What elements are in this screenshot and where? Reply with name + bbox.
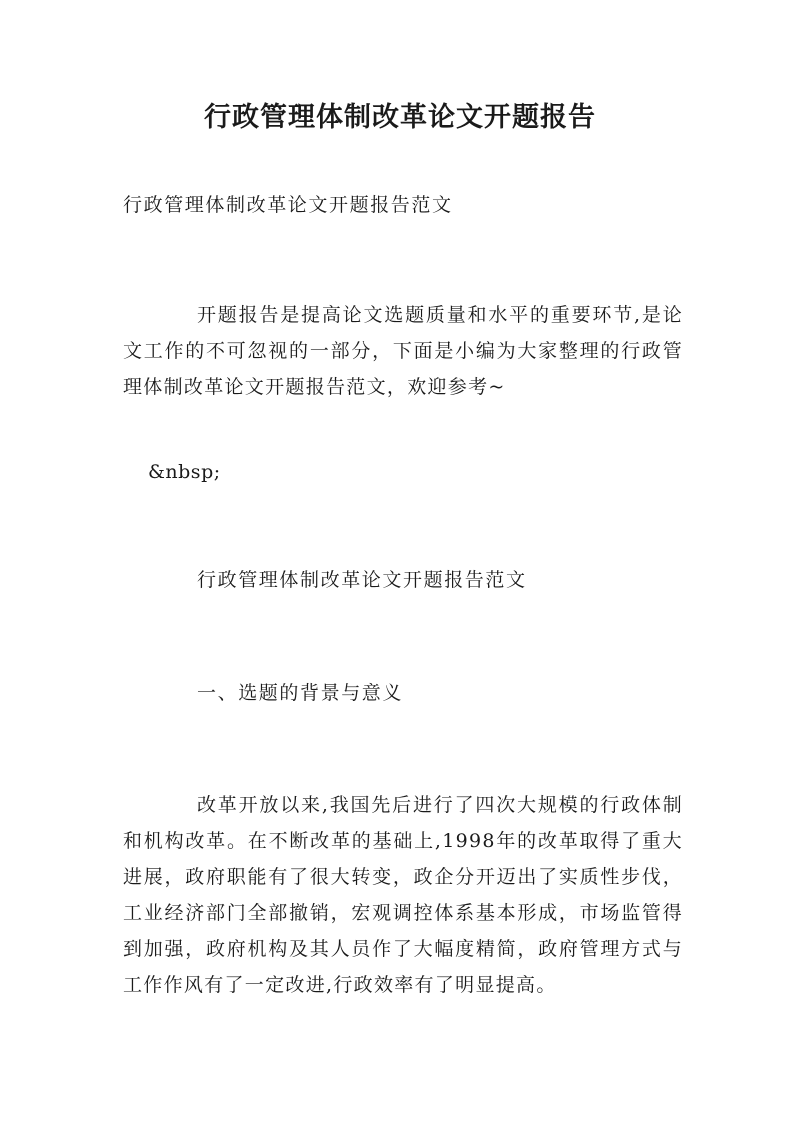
document-title: 行政管理体制改革论文开题报告 [204, 102, 596, 133]
body-paragraph: 改革开放以来,我国先后进行了四次大规模的行政体制和机构改革。在不断改革的基础上,1998年的改革取得了重大进展，政府职能有了很大转变，政企分开迈出了实质性步伐，工业经济部门全部撤销，宏观调控体系基本形成，市场监管得到加强，政府机构及其人员作了大幅度精简，政府管理方式与工作作风有了一定改进,行政效率有了明显提高。 [123, 794, 683, 996]
heading-background-significance: 一、选题的背景与意义 [197, 682, 404, 704]
nbsp-placeholder-text: &nbsp; [148, 461, 221, 483]
intro-paragraph: 开题报告是提高论文选题质量和水平的重要环节,是论文工作的不可忽视的一部分，下面是小编为大家整理的行政管理体制改革论文开题报告范文，欢迎参考~ [123, 304, 683, 398]
section-title: 行政管理体制改革论文开题报告范文 [197, 569, 527, 591]
document-subtitle: 行政管理体制改革论文开题报告范文 [123, 194, 453, 216]
